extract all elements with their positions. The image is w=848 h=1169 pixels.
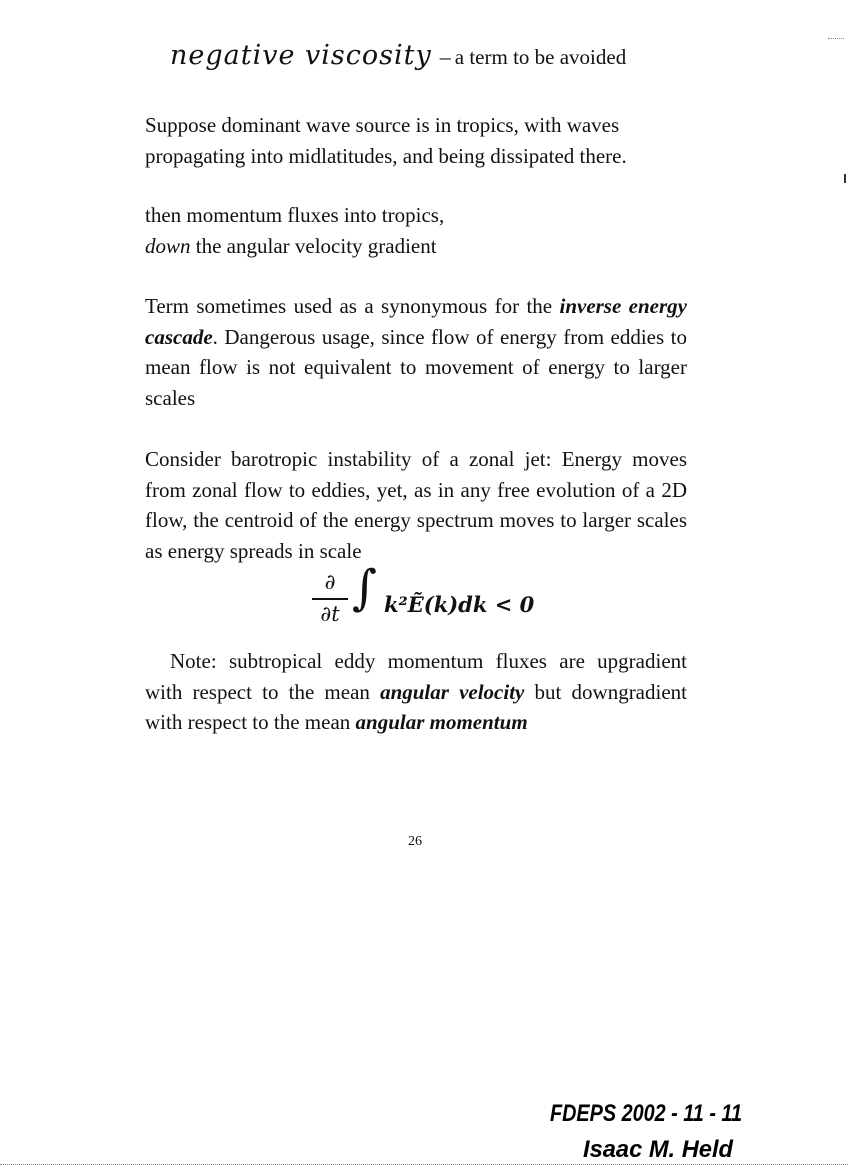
paragraph-synonym-warning <box>145 291 687 413</box>
paragraph-text: but downgradient with respect to the mean <box>145 679 687 734</box>
paragraph-note <box>145 646 687 738</box>
emphasis-inverse-energy-cascade: inverse energy cascade <box>145 294 687 349</box>
scan-edge-mark <box>844 174 846 183</box>
integral-sign: ∫ <box>352 560 378 616</box>
paragraph-momentum-fluxes <box>145 200 687 261</box>
paragraph-wave-source <box>145 110 687 171</box>
emphasis-down: down <box>145 233 191 258</box>
title-emphasis: negative viscosity <box>170 40 432 71</box>
paragraph-line: then momentum fluxes into tropics, <box>145 203 445 227</box>
title-subtitle: a term to be avoided <box>454 45 627 69</box>
paragraph-text: Note: subtropical eddy momentum fluxes are upgradient with respect to the mean <box>145 649 687 704</box>
title-dash: – <box>439 44 451 69</box>
annotation-line-2: Isaac M. Held <box>583 1136 735 1163</box>
derivative-numerator: ∂ <box>324 570 336 594</box>
emphasis-angular-momentum: angular momentum <box>355 710 528 734</box>
derivative-denominator: ∂t <box>320 601 340 626</box>
paragraph-line: Suppose dominant wave source is in tropics, with waves <box>145 113 620 137</box>
handwritten-annotation <box>545 1093 755 1163</box>
paragraph-line: propagating into midlatitudes, and being dissipated there. <box>145 143 627 168</box>
paragraph-text: . Dangerous usage, since flow of energy from eddies to mean flow is not equivalent to movement of energy to larger scales <box>145 324 687 410</box>
scan-edge-mark <box>828 38 844 39</box>
partial-derivative <box>312 572 348 625</box>
integrand: k²Ẽ(k)dk < 0 <box>384 592 535 617</box>
paragraph-text: Term sometimes used as a synonymous for the <box>145 294 560 318</box>
fraction-bar <box>312 598 348 600</box>
page-number: 26 <box>408 834 422 849</box>
slide-title <box>170 42 626 69</box>
paragraph-barotropic-instability: Consider barotropic instability of a zonal jet: Energy moves from zonal flow to eddies, yet, as in any free evolution of a 2D flow, the centroid of the energy spectrum moves to larger scales as energy spreads in scale <box>145 447 687 563</box>
emphasis-angular-velocity: angular velocity <box>380 679 525 704</box>
scan-bottom-border <box>0 1164 848 1165</box>
annotation-line-1: FDEPS 2002 - 11 - 11 <box>550 1100 742 1127</box>
paragraph-line-rest: the angular velocity gradient <box>190 233 437 258</box>
paragraph-line <box>145 231 687 262</box>
energy-centroid-equation <box>312 560 572 640</box>
